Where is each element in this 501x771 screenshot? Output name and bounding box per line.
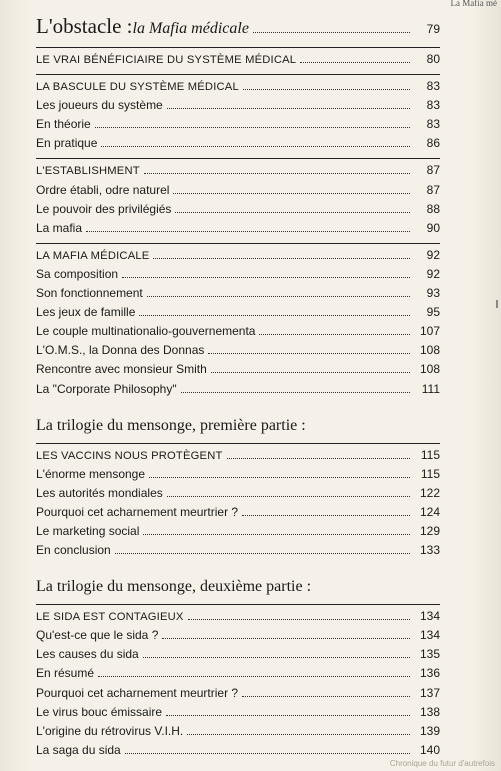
page-number: 139 — [419, 723, 440, 738]
chapter-title: L'obstacle : — [36, 14, 133, 38]
dot-leader — [149, 477, 410, 478]
dot-leader — [167, 108, 410, 109]
entry-label: Le pouvoir des privilégiés — [36, 201, 172, 216]
dot-leader — [181, 392, 410, 393]
dot-leader — [101, 146, 410, 147]
entry-label: L'O.M.S., la Donna des Donnas — [36, 343, 205, 358]
toc-entry — [36, 465, 440, 484]
dot-leader — [139, 315, 410, 316]
entry-label: Rencontre avec monsieur Smith — [36, 362, 207, 377]
page-number: 140 — [419, 742, 440, 757]
dot-leader — [147, 296, 410, 297]
page-number: 83 — [426, 98, 440, 113]
toc-entry — [36, 303, 440, 322]
page-number: 92 — [426, 266, 440, 281]
entry-label: Les autorités mondiales — [36, 485, 163, 500]
page-number: 115 — [420, 447, 440, 462]
section-heading — [36, 604, 440, 626]
entry-label: La "Corporate Philosophy" — [36, 381, 177, 396]
dot-leader — [153, 258, 410, 259]
dot-leader — [98, 676, 410, 677]
page-number: 88 — [426, 201, 440, 216]
toc-entry — [36, 96, 440, 115]
page-number: 135 — [419, 647, 440, 662]
dot-leader — [166, 715, 410, 716]
toc-entry — [36, 703, 440, 722]
page-number: 122 — [419, 485, 440, 500]
entry-label: Le couple multinationalio-gouvernementa — [36, 324, 256, 339]
dot-leader — [167, 496, 410, 497]
toc-entry — [36, 219, 440, 238]
dot-leader — [188, 619, 410, 620]
section-label: LES VACCINS NOUS PROTÈGENT — [36, 449, 223, 462]
page-number: 107 — [419, 324, 440, 339]
toc-entry — [36, 484, 440, 503]
toc-entry — [36, 360, 440, 379]
entry-label: Pourquoi cet acharnement meurtrier ? — [36, 685, 239, 700]
dot-leader — [208, 353, 410, 354]
chapter-subtitle: la Mafia médicale — [132, 20, 249, 37]
dot-leader — [162, 638, 410, 639]
section-heading — [36, 47, 440, 69]
part-title: La trilogie du mensonge, deuxième partie : — [36, 578, 312, 596]
page-number: 115 — [420, 466, 440, 481]
dot-leader — [242, 515, 410, 516]
dot-leader — [144, 173, 410, 174]
page-number: 83 — [426, 79, 440, 94]
dot-leader — [253, 32, 410, 33]
toc-entry — [36, 684, 440, 703]
page-number: 138 — [419, 704, 440, 719]
entry-label: Le marketing social — [36, 523, 140, 538]
entry-label: En pratique — [36, 136, 98, 151]
toc-entry — [36, 645, 440, 664]
dot-leader — [300, 62, 410, 63]
dot-leader — [173, 193, 410, 194]
dot-leader — [143, 657, 410, 658]
page-number: 108 — [419, 343, 440, 358]
toc-entry — [36, 115, 440, 134]
dot-leader — [175, 212, 410, 213]
watermark: Chronique du futur d'autrefois — [389, 759, 495, 768]
entry-label: Les causes du sida — [36, 647, 139, 662]
table-of-contents — [36, 14, 440, 760]
toc-entry — [36, 722, 440, 741]
entry-label: En théorie — [36, 117, 91, 132]
dot-leader — [242, 696, 410, 697]
dot-leader — [243, 89, 410, 90]
dot-leader — [95, 127, 410, 128]
section-label: LA MAFIA MÉDICALE — [36, 249, 150, 262]
entry-label: En conclusion — [36, 543, 111, 558]
page-number: 134 — [419, 609, 440, 624]
page-number: 93 — [426, 286, 440, 301]
entry-label: L'énorme mensonge — [36, 466, 146, 481]
page-number: 95 — [426, 305, 440, 320]
toc-entry — [36, 626, 440, 645]
page-number: 92 — [426, 247, 440, 262]
chapter-title-row — [36, 14, 440, 42]
dot-leader — [143, 534, 410, 535]
dot-leader — [211, 372, 410, 373]
entry-label: Les jeux de famille — [36, 305, 136, 320]
page-number: 134 — [419, 628, 440, 643]
dot-leader — [86, 231, 410, 232]
entry-label: Ordre établi, odre naturel — [36, 182, 170, 197]
entry-label: La mafia — [36, 220, 83, 235]
page-number: 87 — [426, 163, 440, 178]
toc-entry — [36, 664, 440, 683]
section-heading — [36, 74, 440, 96]
page-number: 129 — [419, 523, 440, 538]
toc-entry — [36, 200, 440, 219]
toc-entry — [36, 503, 440, 522]
toc-entry — [36, 322, 440, 341]
toc-entry — [36, 541, 440, 560]
page-number: 80 — [426, 52, 440, 66]
entry-label: Son fonctionnement — [36, 286, 143, 301]
toc-entry — [36, 741, 440, 760]
section-label: LE SIDA EST CONTAGIEUX — [36, 611, 184, 624]
toc-entry — [36, 284, 440, 303]
section-heading — [36, 243, 440, 265]
entry-label: Sa composition — [36, 266, 119, 281]
page-number: 108 — [419, 362, 440, 377]
dot-leader — [259, 334, 410, 335]
part-title: La trilogie du mensonge, première partie : — [36, 416, 306, 434]
entry-label: L'origine du rétrovirus V.I.H. — [36, 723, 184, 738]
section-label: LA BASCULE DU SYSTÈME MÉDICAL — [36, 81, 239, 94]
entry-label: Pourquoi cet acharnement meurtrier ? — [36, 504, 239, 519]
entry-label: Qu'est-ce que le sida ? — [36, 628, 159, 643]
page-edge-mark — [496, 300, 498, 308]
page-number: 86 — [426, 136, 440, 151]
dot-leader — [122, 277, 410, 278]
entry-label: Le virus bouc émissaire — [36, 704, 163, 719]
entry-label: Les joueurs du système — [36, 98, 163, 113]
dot-leader — [187, 734, 410, 735]
page-number: 124 — [419, 504, 440, 519]
page-number: 79 — [426, 22, 440, 36]
toc-entry — [36, 265, 440, 284]
page-number: 137 — [419, 685, 440, 700]
page-number: 83 — [426, 117, 440, 132]
page-number: 111 — [421, 381, 440, 396]
dot-leader — [125, 753, 410, 754]
section-heading — [36, 443, 440, 465]
running-head: La Mafia mé — [450, 0, 497, 8]
page-number: 136 — [419, 666, 440, 681]
section-label: LE VRAI BÉNÉFICIAIRE DU SYSTÈME MÉDICAL — [36, 54, 297, 66]
toc-entry — [36, 181, 440, 200]
toc-entry — [36, 134, 440, 153]
dot-leader — [115, 553, 410, 554]
page-number: 90 — [426, 220, 440, 235]
page-number: 87 — [426, 182, 440, 197]
section-heading — [36, 158, 440, 180]
page-number: 133 — [419, 543, 440, 558]
dot-leader — [227, 458, 410, 459]
entry-label: En résumé — [36, 666, 95, 681]
toc-entry — [36, 522, 440, 541]
entry-label: La saga du sida — [36, 742, 121, 757]
toc-entry — [36, 341, 440, 360]
toc-entry — [36, 380, 440, 399]
section-label: L'ESTABLISHMENT — [36, 165, 140, 178]
